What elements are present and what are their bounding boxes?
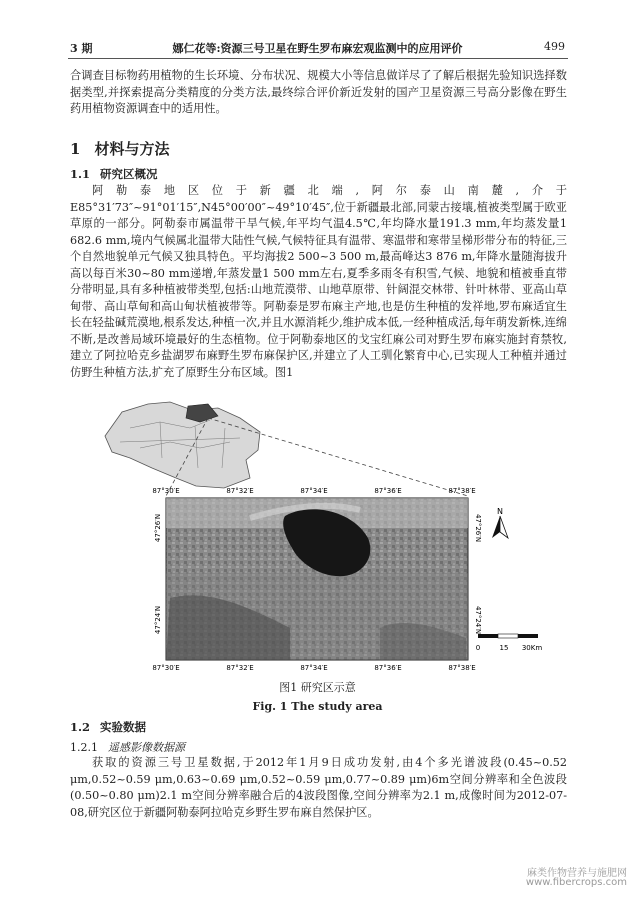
bottom-coord: 87°32′E — [226, 664, 254, 672]
bottom-coordinate-labels — [152, 664, 475, 672]
right-coordinate-labels — [474, 514, 482, 634]
data-source-paragraph: 获取的资源三号卫星数据,于2012年1月9日成功发射,由4个多光谱波段(0.45~0.52 μm,0.52~0.59 μm,0.63~0.69 μm,0.52~0.59 μm,0.77~0.89 μm)6m空间分辨率和全色波段(0.50~0.80 μm)2.1 m空间分辨率融合后的4波段图像,空间分辨率为2.1 m,成像时间为2012-07-08,研究区位于新疆阿勒泰阿拉哈克乡野生罗布麻自然保护区。 — [70, 756, 567, 819]
section-1-2-1-title: 遥感影像数据源 — [108, 741, 185, 754]
north-arrow-icon — [492, 507, 508, 538]
left-coord: 47°24′N — [154, 605, 162, 635]
top-coordinate-labels — [152, 487, 475, 495]
top-coord: 87°38′E — [448, 487, 476, 495]
section-1-1-title: 研究区概况 — [100, 167, 158, 181]
bottom-coord: 87°38′E — [448, 664, 476, 672]
scale-label: 0 — [475, 644, 481, 652]
section-1-2-1-number: 1.2.1 — [70, 741, 98, 754]
right-coord: 47°24′N — [474, 605, 482, 635]
bottom-coord: 87°36′E — [374, 664, 402, 672]
satellite-image — [166, 498, 468, 660]
left-coord: 47°26′N — [154, 513, 162, 543]
left-coordinate-labels — [154, 514, 162, 634]
north-label: N — [497, 507, 503, 516]
journal-issue: 3 期 — [70, 42, 93, 55]
section-1-1-number: 1.1 — [70, 167, 91, 181]
running-title: 娜仁花等:资源三号卫星在野生罗布麻宏观监测中的应用评价 — [172, 42, 463, 55]
scale-label: 30Km — [521, 644, 543, 652]
bottom-coord: 87°34′E — [300, 664, 328, 672]
section-1-title: 材料与方法 — [94, 140, 170, 158]
header-rule — [68, 58, 568, 59]
watermark-url: www.fibercrops.com — [525, 877, 627, 888]
scale-label: 15 — [499, 644, 509, 652]
section-1-heading — [70, 138, 169, 159]
section-1-2-1-heading — [70, 739, 185, 755]
top-coord: 87°36′E — [374, 487, 402, 495]
intro-paragraph: 合调查目标物药用植物的生长环境、分布状况、规模大小等信息做详尽了了解后根据先验知识选择数据类型,并探索提高分类精度的分类方法,最终综合评价新近发射的国产卫星资源三号高分影像在野生药用植物资源调查中的适用性。 — [70, 69, 567, 115]
figure-caption-en: Fig. 1 The study area — [252, 700, 383, 713]
scale-bar — [476, 634, 543, 652]
page-number: 499 — [544, 40, 565, 53]
section-1-2-number: 1.2 — [70, 720, 91, 734]
top-coord: 87°34′E — [300, 487, 328, 495]
section-1-1-heading — [70, 166, 158, 182]
section-1-2-title: 实验数据 — [100, 720, 147, 734]
right-coord: 47°26′N — [474, 513, 482, 543]
study-area-figure — [100, 398, 560, 673]
study-area-paragraph: 阿勒泰地区位于新疆北端,阿尔泰山南麓,介于E85°31′73″~91°01′15″,N45°00′00″~49°10′45″,位于新疆最北部,同蒙古接壤,植被类型属于欧亚草原的一部分。阿勒泰市属温带干旱气候,年平均气温4.5℃,年均降水量191.3 mm,年均蒸发量1 682.6 mm,境内气候属北温带大陆性气候,气候特征具有温带、寒温带和寒带呈梯形带分布的特征,三个自然地貌单元气候又独具特色。平均海拔2 500~3 500 m,最高峰达3 876 m,年降水量随海拔升高以每百米30~80 mm递增,年蒸发量1 500 mm左右,夏季多雨冬有积雪,气候、地貌和植被垂直带分带明显,具有多种植被带类型,包括:山地荒漠带、山地草原带、针阔混交林带、针叶林带、亚高山草甸带、高山草甸和高山甸状植被带等。阿勒泰是罗布麻主产地,也是仿生种植的发祥地,罗布麻适宜生长在轻盐碱荒漠地,根系发达,种植一次,并且水源消耗少,维护成本低,一经种植成活,每年萌发新株,连绵不断,是改善局域环境最好的生态植物。位于阿勒泰地区的戈宝红麻公司对野生罗布麻实施封育禁牧,建立了阿拉哈克乡盐湖罗布麻野生罗布麻保护区,并建立了人工驯化繁育中心,已实现人工种植并通过仿野生种植方法,扩充了原野生分布区域。图1 — [70, 184, 567, 379]
watermark-cn: 麻类作物营养与施肥网 — [527, 868, 627, 879]
study-area-map — [100, 398, 560, 673]
section-1-2-heading — [70, 719, 146, 735]
bottom-coord: 87°30′E — [152, 664, 180, 672]
xinjiang-outline — [105, 402, 260, 488]
figure-caption-cn: 图1 研究区示意 — [279, 681, 356, 694]
top-coord: 87°30′E — [152, 487, 180, 495]
top-coord: 87°32′E — [226, 487, 254, 495]
section-1-number: 1 — [70, 140, 81, 158]
